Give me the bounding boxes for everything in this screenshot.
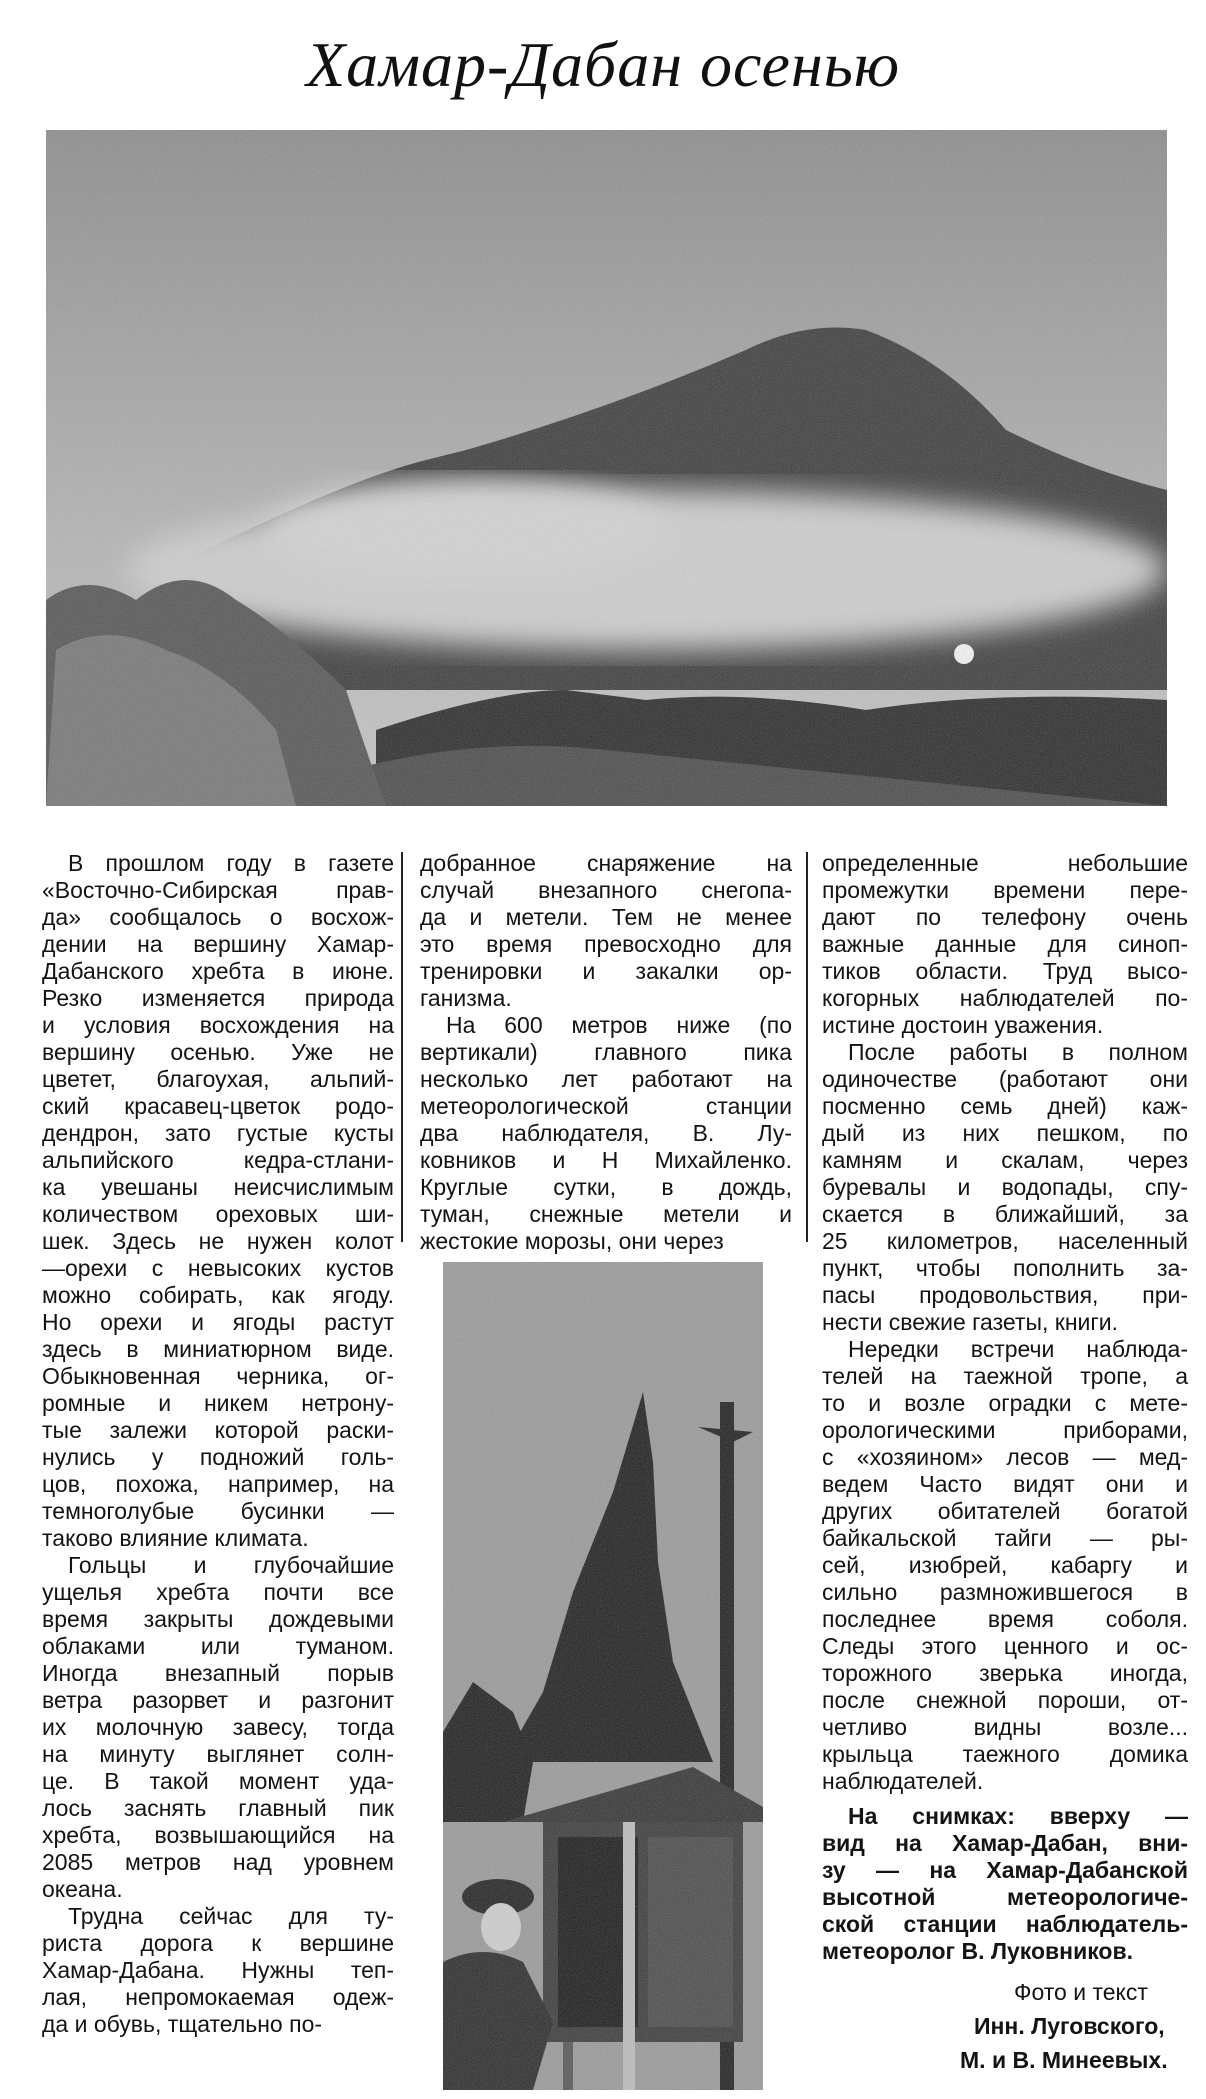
text-line: дый из них пешком, по [822, 1120, 1188, 1146]
text-line: Нередки встречи наблюда- [848, 1336, 1188, 1362]
credits-author-2: М. и В. Минеевых. [960, 2047, 1168, 2073]
text-line: важные данные для синоп- [822, 931, 1188, 957]
text-line: зу — на Хамар-Дабанской [822, 1857, 1188, 1883]
text-line: На снимках: вверху — [848, 1803, 1188, 1829]
text-line: камням и скалам, через [822, 1147, 1188, 1173]
text-line: время закрыты дождевыми [42, 1606, 394, 1632]
photo-and-text-credits [960, 1975, 1180, 2077]
text-line: Обыкновенная черника, ог- [42, 1363, 394, 1389]
text-line: два наблюдателя, В. Лу- [420, 1120, 792, 1146]
text-line: Следы этого ценного и ос- [822, 1633, 1188, 1659]
photo-weather-station-observer [443, 1262, 763, 2090]
text-line: Резко изменяется природа [42, 985, 394, 1011]
paragraph [420, 850, 792, 1012]
text-line: истине достоин уважения. [822, 1012, 1104, 1038]
paragraph [822, 1336, 1188, 1795]
text-line: лось заснять главный пик [42, 1795, 394, 1821]
credits-author-1: Инн. Луговского, [974, 2013, 1165, 2039]
text-line: можно собирать, как ягоду. [42, 1282, 394, 1308]
text-line: тренировки и закалки ор- [420, 958, 792, 984]
text-line: то и возле оградки с мете- [822, 1390, 1188, 1416]
text-line: последнее время соболя. [822, 1606, 1188, 1632]
text-line: пасы продовольствия, при- [822, 1282, 1188, 1308]
text-line: сильно размножившегося в [822, 1579, 1188, 1605]
text-line: вид на Хамар-Дабан, вни- [822, 1830, 1188, 1856]
text-line: таково влияние климата. [42, 1525, 309, 1551]
text-line: метеоролог В. Луковников. [822, 1938, 1133, 1964]
text-line: Круглые сутки, в дождь, [420, 1174, 792, 1200]
text-line: ветра разорвет и разгонит [42, 1687, 394, 1713]
article-title: Хамар-Дабан осенью [306, 29, 900, 100]
text-line: тые залежи которой раски- [42, 1417, 394, 1443]
text-line: дении на вершину Хамар- [42, 931, 394, 957]
text-line: дают по телефону очень [822, 904, 1188, 930]
text-line: это время превосходно для [420, 931, 792, 957]
text-line: цветет, благоухая, альпий- [42, 1066, 394, 1092]
text-line: це. В такой момент уда- [42, 1768, 394, 1794]
paragraph [822, 850, 1188, 1039]
photo-caption [822, 1803, 1188, 1965]
paragraph [42, 1552, 394, 1903]
text-line: Но орехи и ягоды растут [42, 1309, 394, 1335]
text-line: океана. [42, 1876, 123, 1902]
text-line: Хамар-Дабана. Нужны теп- [42, 1957, 394, 1983]
text-line: с «хозяином» лесов — мед- [822, 1444, 1188, 1470]
paragraph [822, 1039, 1188, 1336]
text-line: здесь в миниатюрном виде. [42, 1336, 394, 1362]
paragraph [42, 850, 394, 1552]
text-line: облаками или туманом. [42, 1633, 394, 1659]
text-line: торожного зверька иногда, [822, 1660, 1188, 1686]
text-line: промежутки времени пере- [822, 877, 1188, 903]
text-line: случай внезапного снегопа- [420, 877, 792, 903]
text-line: после снежной пороши, от- [822, 1687, 1188, 1713]
text-line: «Восточно-Сибирская прав- [42, 877, 394, 903]
text-line: несколько лет работают на [420, 1066, 792, 1092]
text-line: высотной метеорологиче- [822, 1884, 1188, 1910]
text-line: крыльца таежного домика [822, 1741, 1188, 1767]
text-line: лая, непромокаемая одеж- [42, 1984, 394, 2010]
text-line: шек. Здесь не нужен колот [42, 1228, 394, 1254]
text-line: одиночестве (работают они [822, 1066, 1188, 1092]
text-line: байкальской тайги — ры- [822, 1525, 1188, 1551]
text-line: нулись у подножий голь- [42, 1444, 394, 1470]
text-line: ганизма. [420, 985, 512, 1011]
text-line: вертикали) главного пика [420, 1039, 792, 1065]
paragraph [420, 1012, 792, 1255]
text-line: Гольцы и глубочайшие [68, 1552, 394, 1578]
photo-mountain-khamar-daban [46, 130, 1167, 806]
text-line: когорных наблюдателей по- [822, 985, 1188, 1011]
text-line: и условия восхождения на [42, 1012, 394, 1038]
text-line: количеством ореховых ши- [42, 1201, 394, 1227]
text-line: буревалы и водопады, спу- [822, 1174, 1188, 1200]
text-line: туман, снежные метели и [420, 1201, 792, 1227]
text-line: метеорологической станции [420, 1093, 792, 1119]
text-line: ведем Часто видят они и [822, 1471, 1188, 1497]
text-line: посменно семь дней) каж- [822, 1093, 1188, 1119]
text-line: вершину осенью. Уже не [42, 1039, 394, 1065]
text-line: пункт, чтобы пополнить за- [822, 1255, 1188, 1281]
text-line: ский красавец-цветок родо- [42, 1093, 394, 1119]
text-line: хребта, возвышающийся на [42, 1822, 394, 1848]
article-column-1 [42, 850, 394, 2038]
text-line: орологическими приборами, [822, 1417, 1188, 1443]
article-column-2 [420, 850, 792, 1255]
text-line: 2085 метров над уровнем [42, 1849, 394, 1875]
text-line: риста дорога к вершине [42, 1930, 394, 1956]
text-line: дендрон, зато густые кусты [42, 1120, 394, 1146]
text-line: сей, изюбрей, кабаргу и [822, 1552, 1188, 1578]
text-line: ковников и Н Михайленко. [420, 1147, 792, 1173]
text-line: других обитателей богатой [822, 1498, 1188, 1524]
text-line: ущелья хребта почти все [42, 1579, 394, 1605]
text-line: ской станции наблюдатель- [822, 1911, 1188, 1937]
text-line: да и обувь, тщательно по- [42, 2011, 323, 2037]
text-line: цов, похожа, например, на [42, 1471, 394, 1497]
text-line: На 600 метров ниже (по [446, 1012, 792, 1038]
text-line: ка увешаны неисчислимым [42, 1174, 394, 1200]
text-line: жестокие морозы, они через [420, 1228, 724, 1254]
text-line: После работы в полном [848, 1039, 1188, 1065]
text-line: 25 километров, населенный [822, 1228, 1188, 1254]
text-line: —орехи с невысоких кустов [42, 1255, 394, 1281]
text-line: нести свежие газеты, книги. [822, 1309, 1118, 1335]
text-line: Трудна сейчас для ту- [68, 1903, 394, 1929]
text-line: тиков области. Труд высо- [822, 958, 1188, 984]
text-line: В прошлом году в газете [68, 850, 394, 876]
text-line: скается в ближайший, за [822, 1201, 1188, 1227]
text-line: наблюдателей. [822, 1768, 984, 1794]
text-line: да и метели. Тем не менее [420, 904, 792, 930]
credits-label: Фото и текст [1014, 1979, 1148, 2005]
column-divider [401, 852, 403, 1242]
column-divider [806, 852, 808, 1242]
text-line: определенные небольшие [822, 850, 1188, 876]
paragraph [42, 1903, 394, 2038]
text-line: телей на таежной тропе, а [822, 1363, 1188, 1389]
text-line: их молочную завесу, тогда [42, 1714, 394, 1740]
text-line: темноголубые бусинки — [42, 1498, 394, 1524]
text-line: Дабанского хребта в июне. [42, 958, 394, 984]
text-line: добранное снаряжение на [420, 850, 792, 876]
text-line: альпийского кедра-стлани- [42, 1147, 394, 1173]
text-line: четливо видны возле... [822, 1714, 1188, 1740]
text-line: да» сообщалось о восхож- [42, 904, 394, 930]
text-line: Иногда внезапный порыв [42, 1660, 394, 1686]
text-line: на минуту выглянет солн- [42, 1741, 394, 1767]
text-line: ромные и никем нетрону- [42, 1390, 394, 1416]
article-column-3 [822, 850, 1188, 1965]
